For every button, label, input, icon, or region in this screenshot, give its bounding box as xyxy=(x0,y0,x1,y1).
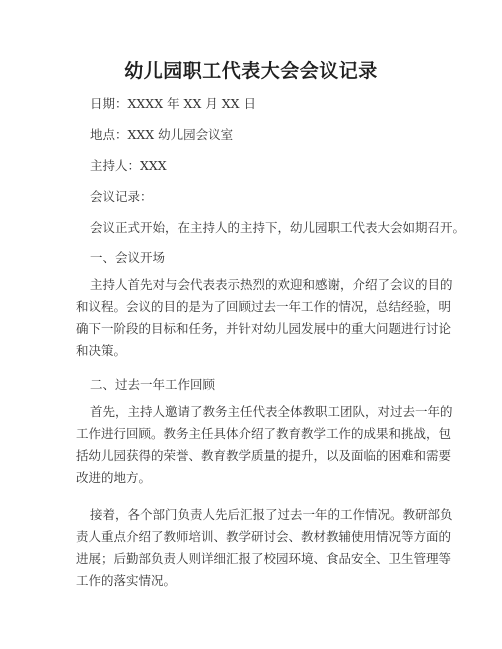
paragraph-line: 首先，主持人邀请了教务主任代表全体教职工团队，对过去一年的 xyxy=(90,404,453,419)
paragraph-line: 和决策。 xyxy=(76,343,127,358)
paragraph-line: 改进的地方。 xyxy=(76,470,152,485)
section1-paragraph xyxy=(76,274,453,362)
paragraph-line: 责人重点介绍了教师培训、教学研讨会、教材教辅使用情况等方面的 xyxy=(76,529,452,544)
place-line: 地点：XXX 幼儿园会议室 xyxy=(90,127,234,142)
section2-heading: 二、过去一年工作回顾 xyxy=(90,377,216,392)
paragraph-line: 确下一阶段的目标和任务，并针对幼儿园发展中的重大问题进行讨论 xyxy=(76,321,452,336)
host-line: 主持人：XXX xyxy=(90,158,167,173)
paragraph-line: 工作的落实情况。 xyxy=(76,573,177,588)
date-line: 日期：XXXX 年 XX 月 XX 日 xyxy=(90,96,257,111)
section1-heading: 一、会议开场 xyxy=(90,250,166,265)
section2-paragraph-2 xyxy=(76,504,453,592)
paragraph-line: 主持人首先对与会代表表示热烈的欢迎和感谢，介绍了会议的目的 xyxy=(90,277,453,292)
document-title: 幼儿园职工代表大会会议记录 xyxy=(124,60,378,82)
paragraph-line: 进展；后勤部负责人则详细汇报了校园环境、食品安全、卫生管理等 xyxy=(76,551,452,566)
paragraph-line: 工作进行回顾。教务主任具体介绍了教育教学工作的成果和挑战，包 xyxy=(76,426,452,441)
record-label: 会议记录： xyxy=(90,189,153,204)
section2-paragraph-1 xyxy=(76,401,453,489)
intro-line: 会议正式开始，在主持人的主持下，幼儿园职工代表大会如期召开。 xyxy=(90,220,466,235)
paragraph-line: 接着，各个部门负责人先后汇报了过去一年的工作情况。教研部负 xyxy=(90,507,453,522)
paragraph-line: 和议程。会议的目的是为了回顾过去一年工作的情况，总结经验，明 xyxy=(76,299,452,314)
paragraph-line: 括幼儿园获得的荣誉、教育教学质量的提升，以及面临的困难和需要 xyxy=(76,448,452,463)
